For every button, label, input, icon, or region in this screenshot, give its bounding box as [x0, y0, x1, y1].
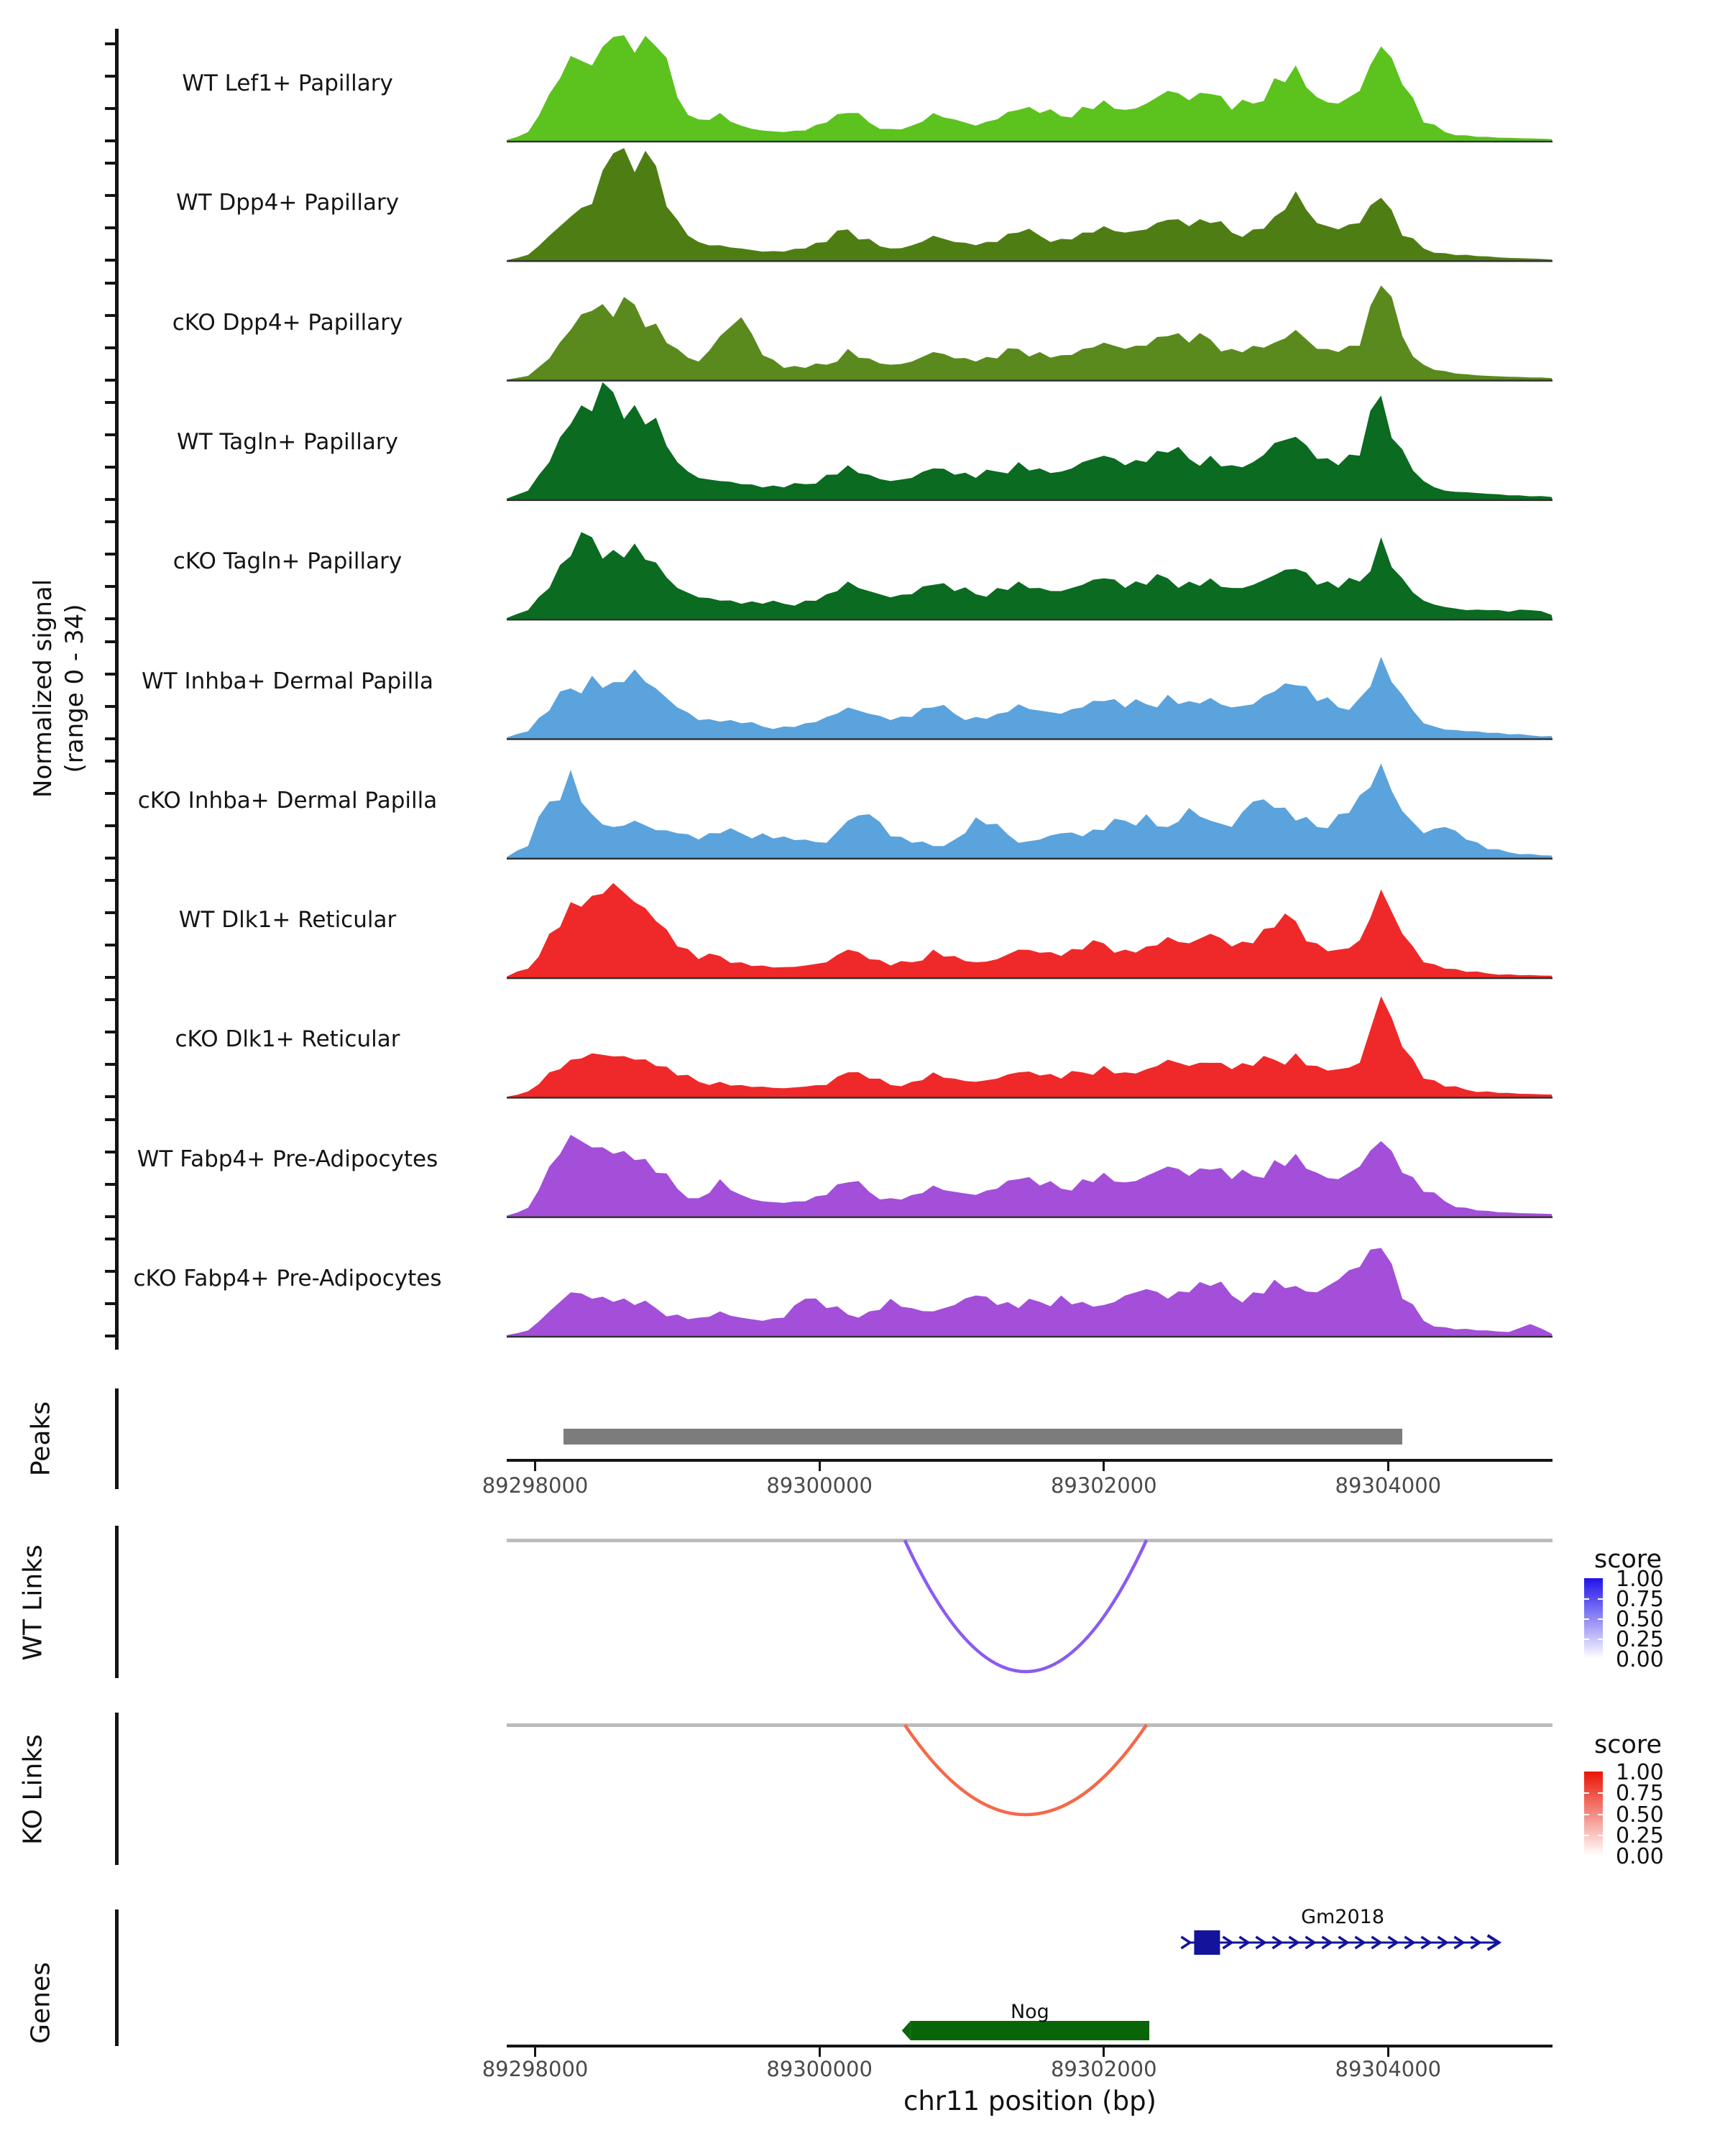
track-label-3: cKO Dpp4+ Papillary	[172, 309, 403, 336]
legend-notch	[1598, 1792, 1603, 1794]
signal-y-tick	[105, 1118, 116, 1121]
signal-y-tick	[105, 857, 116, 860]
signal-y-tick	[105, 346, 116, 349]
ko-score-legend-title: score	[1593, 1731, 1662, 1759]
coverage-area-track-2	[507, 148, 1552, 261]
signal-y-tick	[105, 520, 116, 523]
signal-y-tick	[105, 737, 116, 740]
wt-link-arc	[905, 1540, 1146, 1672]
genome-axis-tick	[1387, 2047, 1389, 2057]
genome-axis-tick-label: 89304000	[1335, 1473, 1442, 1498]
signal-y-tick	[105, 879, 116, 882]
signal-y-tick	[105, 162, 116, 165]
gene-strand-chevron	[1181, 1937, 1190, 1948]
bottom-genome-axis-line	[507, 2045, 1552, 2047]
signal-y-tick	[105, 379, 116, 382]
legend-tick-label: 0.00	[1616, 1844, 1664, 1869]
mid-genome-axis-line	[507, 1459, 1552, 1462]
signal-y-tick	[105, 42, 116, 45]
gene-name-label-Nog: Nog	[1010, 2001, 1049, 2023]
signal-y-tick	[105, 824, 116, 827]
signal-y-tick	[105, 1095, 116, 1098]
genome-axis-tick-label: 89302000	[1050, 1473, 1157, 1498]
signal-y-tick	[105, 282, 116, 285]
track-label-11: cKO Fabp4+ Pre-Adipocytes	[133, 1266, 442, 1291]
legend-tick-label: 1.00	[1616, 1567, 1664, 1592]
legend-notch	[1584, 1792, 1589, 1794]
coverage-area-track-5	[507, 532, 1552, 619]
wt-score-legend-title: score	[1593, 1545, 1662, 1574]
track-label-9: cKO Dlk1+ Reticular	[175, 1026, 400, 1053]
track-label-4: WT Tagln+ Papillary	[177, 428, 398, 455]
signal-y-tick	[105, 466, 116, 469]
track-label-1: WT Lef1+ Papillary	[182, 70, 393, 96]
gene-exon-box-Gm2018	[1194, 1930, 1220, 1955]
ko-links-section-label: KO Links	[18, 1734, 48, 1845]
legend-tick-label: 0.50	[1616, 1607, 1664, 1632]
peaks-axis-spine	[115, 1388, 119, 1489]
genome-axis-tick-label: 89298000	[482, 2057, 589, 2081]
genome-axis-tick	[534, 1462, 536, 1471]
genome-axis-tick	[819, 2047, 821, 2057]
track-baseline-8	[507, 977, 1552, 979]
track-baseline-6	[507, 738, 1552, 740]
legend-notch	[1584, 1618, 1589, 1620]
signal-y-axis-label-line1: Normalized signal	[28, 579, 58, 798]
legend-tick-label: 0.25	[1616, 1627, 1664, 1652]
gene-strand-arrow-Nog	[902, 2021, 911, 2040]
gene-name-label-Gm2018: Gm2018	[1301, 1906, 1385, 1928]
ko-links-axis-spine	[115, 1713, 119, 1865]
coverage-area-track-11	[507, 1248, 1552, 1337]
track-baseline-7	[507, 858, 1552, 860]
signal-y-tick	[105, 640, 116, 643]
track-baseline-11	[507, 1336, 1552, 1337]
signal-y-axis-label-line2: (range 0 - 34)	[60, 604, 89, 773]
genome-axis-tick	[819, 1462, 821, 1471]
signal-y-tick	[105, 760, 116, 763]
signal-y-tick	[105, 107, 116, 110]
track-label-10: WT Fabp4+ Pre-Adipocytes	[137, 1146, 438, 1172]
genome-axis-tick-label: 89300000	[766, 2057, 873, 2081]
genome-axis-tick	[1103, 2047, 1105, 2057]
peak-interval-bar	[564, 1429, 1402, 1445]
signal-y-tick	[105, 944, 116, 946]
legend-notch	[1598, 1598, 1603, 1600]
genes-section-label: Genes	[26, 1962, 56, 2044]
track-label-8: WT Dlk1+ Reticular	[178, 907, 397, 934]
track-label-7: cKO Inhba+ Dermal Papilla	[137, 787, 438, 814]
signal-y-tick	[105, 498, 116, 501]
track-baseline-4	[507, 499, 1552, 501]
legend-tick-label: 1.00	[1616, 1760, 1664, 1785]
track-label-5: cKO Tagln+ Papillary	[172, 548, 402, 575]
signal-y-tick	[105, 1238, 116, 1240]
coverage-area-track-3	[507, 285, 1552, 380]
gene-box-Nog	[911, 2021, 1149, 2040]
coverage-area-track-6	[507, 657, 1552, 740]
signal-y-tick	[105, 1215, 116, 1218]
signal-y-tick	[105, 617, 116, 620]
signal-y-tick	[105, 705, 116, 708]
genome-axis-tick-label: 89300000	[766, 1473, 873, 1498]
track-label-2: WT Dpp4+ Papillary	[175, 190, 400, 216]
legend-notch	[1598, 1814, 1603, 1815]
signal-y-tick	[105, 1335, 116, 1337]
legend-notch	[1598, 1618, 1603, 1620]
track-baseline-1	[507, 141, 1552, 142]
genome-x-axis-label: chr11 position (bp)	[903, 2086, 1156, 2116]
track-baseline-2	[507, 260, 1552, 262]
legend-notch	[1584, 1639, 1589, 1640]
ko-link-arc	[905, 1725, 1146, 1815]
links-arcs-plot	[507, 1509, 1552, 1847]
wt-links-section-label: WT Links	[18, 1544, 48, 1661]
track-baseline-10	[507, 1217, 1552, 1218]
coverage-area-track-1	[507, 35, 1552, 142]
track-baseline-9	[507, 1097, 1552, 1098]
signal-y-tick	[105, 976, 116, 979]
genome-axis-tick	[1103, 1462, 1105, 1471]
legend-tick-label: 0.50	[1616, 1802, 1664, 1828]
legend-notch	[1584, 1814, 1589, 1815]
genome-axis-tick	[534, 2047, 536, 2057]
legend-notch	[1598, 1835, 1603, 1836]
track-baseline-3	[507, 379, 1552, 381]
genome-axis-tick	[1387, 1462, 1389, 1471]
genome-axis-tick-label: 89302000	[1050, 2057, 1157, 2081]
signal-y-tick	[105, 1302, 116, 1305]
coverage-area-track-9	[507, 996, 1552, 1097]
legend-tick-label: 0.75	[1616, 1781, 1664, 1807]
genome-axis-tick-label: 89298000	[482, 1473, 589, 1498]
signal-y-tick	[105, 401, 116, 404]
signal-y-axis-label	[27, 579, 91, 798]
legend-notch	[1584, 1835, 1589, 1836]
genes-axis-spine	[115, 1909, 119, 2046]
legend-tick-label: 0.00	[1616, 1647, 1664, 1672]
track-label-6: WT Inhba+ Dermal Papilla	[142, 668, 433, 694]
ko-score-gradient-bar	[1584, 1772, 1603, 1856]
legend-notch	[1584, 1598, 1589, 1600]
coverage-area-track-10	[507, 1135, 1552, 1217]
coverage-area-track-8	[507, 883, 1552, 978]
legend-notch	[1598, 1639, 1603, 1640]
genome-axis-tick-label: 89304000	[1335, 2057, 1442, 2081]
signal-y-tick	[105, 139, 116, 142]
wt-links-axis-spine	[115, 1526, 119, 1678]
wt-score-gradient-bar	[1584, 1578, 1603, 1659]
signal-y-tick	[105, 998, 116, 1001]
track-baseline-5	[507, 619, 1552, 620]
signal-y-tick	[105, 585, 116, 588]
peaks-section-label: Peaks	[26, 1401, 56, 1477]
legend-tick-label: 0.75	[1616, 1587, 1664, 1612]
coverage-area-track-7	[507, 763, 1552, 858]
coverage-area-track-4	[507, 382, 1552, 500]
signal-y-tick	[105, 259, 116, 262]
signal-y-tick	[105, 226, 116, 229]
signal-y-tick	[105, 1063, 116, 1066]
signal-y-tick	[105, 1183, 116, 1186]
legend-tick-label: 0.25	[1616, 1823, 1664, 1848]
coverage-tracks-plot	[507, 29, 1552, 1351]
